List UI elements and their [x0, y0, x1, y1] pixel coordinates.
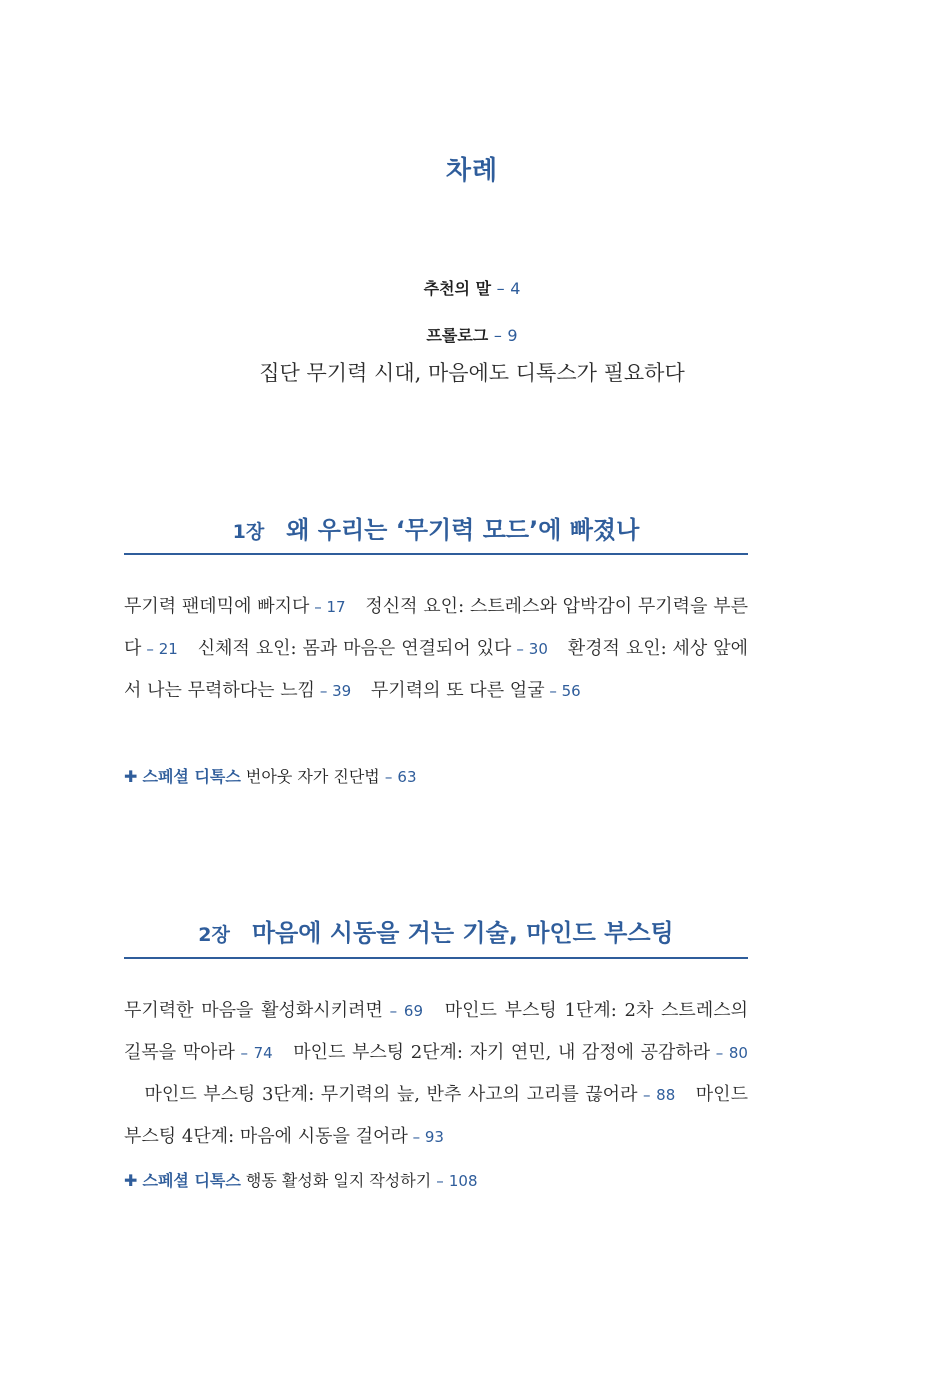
page-number: 93 — [424, 1128, 444, 1146]
entry-title: 마인드 부스팅 1단계: 2차 스트레스의 길목을 막아라 — [124, 1000, 748, 1063]
toc-title: 차례 — [445, 156, 499, 186]
page-number: 88 — [656, 1086, 676, 1104]
entry-title: 무기력 팬데믹에 빠지다 — [124, 596, 310, 617]
chapter-number: 2장 — [198, 924, 230, 946]
page-dash: – — [496, 279, 505, 298]
chapter-entries — [124, 586, 748, 712]
page-number: 74 — [253, 1044, 273, 1062]
front-entry-title: 추천의 말 — [423, 279, 492, 298]
front-entry-prologue[interactable] — [0, 323, 944, 346]
front-entry-recommendation[interactable] — [0, 276, 944, 299]
special-title: 행동 활성화 일지 작성하기 — [245, 1171, 432, 1190]
toc-entry[interactable]: 마인드 부스팅 1단계: 2차 스트레스의 길목을 막아라 – 74 — [124, 1000, 748, 1063]
entry-title: 정신적 요인: 스트레스와 압박감이 무기력을 부른다 — [124, 596, 748, 659]
chapter-title: 왜 우리는 ‘무기력 모드’에 빠졌나 — [286, 516, 640, 544]
page-number: 108 — [448, 1172, 478, 1190]
prologue-subtitle: 집단 무기력 시대, 마음에도 디톡스가 필요하다 — [259, 361, 685, 385]
page-number: 9 — [507, 326, 518, 345]
entry-title: 마인드 부스팅 2단계: 자기 연민, 내 감정에 공감하라 — [293, 1042, 711, 1063]
chapter-title: 마음에 시동을 거는 기술, 마인드 부스팅 — [251, 919, 674, 947]
page-number: 63 — [397, 768, 417, 786]
chapter-divider — [124, 553, 748, 555]
toc-entry[interactable]: 무기력한 마음을 활성화시키려면 – 69 — [124, 1000, 423, 1021]
toc-entry[interactable]: 마인드 부스팅 4단계: 마음에 시동을 걸어라 – 93 — [124, 1084, 748, 1147]
entry-title: 마인드 부스팅 4단계: 마음에 시동을 걸어라 — [124, 1084, 748, 1147]
special-title: 번아웃 자가 진단법 — [245, 767, 380, 786]
special-detox-entry[interactable]: ✚ 스페셜 디톡스 행동 활성화 일지 작성하기 – 108 — [124, 1171, 478, 1190]
toc-entry[interactable]: 무기력 팬데믹에 빠지다 – 17 — [124, 596, 346, 617]
toc-entry[interactable]: 마인드 부스팅 3단계: 무기력의 늪, 반추 사고의 고리를 끊어라 – 88 — [144, 1084, 676, 1105]
page-number: 56 — [561, 682, 581, 700]
plus-icon: ✚ — [124, 767, 138, 786]
page-number: 21 — [158, 640, 178, 658]
entry-title: 무기력의 또 다른 얼굴 — [370, 680, 545, 701]
page-number: 39 — [332, 682, 352, 700]
chapter-divider — [124, 957, 748, 959]
page-dash: – — [493, 326, 502, 345]
chapter-entries — [124, 990, 748, 1158]
toc-entry[interactable]: 무기력의 또 다른 얼굴 – 56 — [370, 680, 581, 701]
page-number: 80 — [728, 1044, 748, 1062]
chapter-number: 1장 — [232, 521, 265, 543]
page-number: 17 — [326, 598, 346, 616]
page-number: 30 — [528, 640, 548, 658]
special-label: 스페셜 디톡스 — [142, 1171, 241, 1190]
special-detox-entry[interactable]: ✚ 스페셜 디톡스 번아웃 자가 진단법 – 63 — [124, 767, 417, 786]
page-number: 69 — [403, 1002, 423, 1020]
chapter-heading[interactable] — [124, 510, 748, 545]
toc-entry[interactable]: 정신적 요인: 스트레스와 압박감이 무기력을 부른다 – 21 — [124, 596, 748, 659]
plus-icon: ✚ — [124, 1171, 138, 1190]
chapter-heading[interactable] — [124, 913, 748, 948]
special-label: 스페셜 디톡스 — [142, 767, 241, 786]
toc-entry[interactable]: 마인드 부스팅 2단계: 자기 연민, 내 감정에 공감하라 – 80 — [293, 1042, 748, 1063]
entry-title: 무기력한 마음을 활성화시키려면 — [124, 1000, 383, 1021]
toc-entry[interactable]: 신체적 요인: 몸과 마음은 연결되어 있다 – 30 — [197, 638, 548, 659]
front-entry-title: 프롤로그 — [426, 326, 489, 345]
page-number: 4 — [510, 279, 521, 298]
entry-title: 마인드 부스팅 3단계: 무기력의 늪, 반추 사고의 고리를 끊어라 — [144, 1084, 638, 1105]
entry-title: 환경적 요인: 세상 앞에서 나는 무력하다는 느낌 — [124, 638, 748, 701]
entry-title: 신체적 요인: 몸과 마음은 연결되어 있다 — [197, 638, 512, 659]
toc-entry[interactable]: 환경적 요인: 세상 앞에서 나는 무력하다는 느낌 – 39 — [124, 638, 748, 701]
